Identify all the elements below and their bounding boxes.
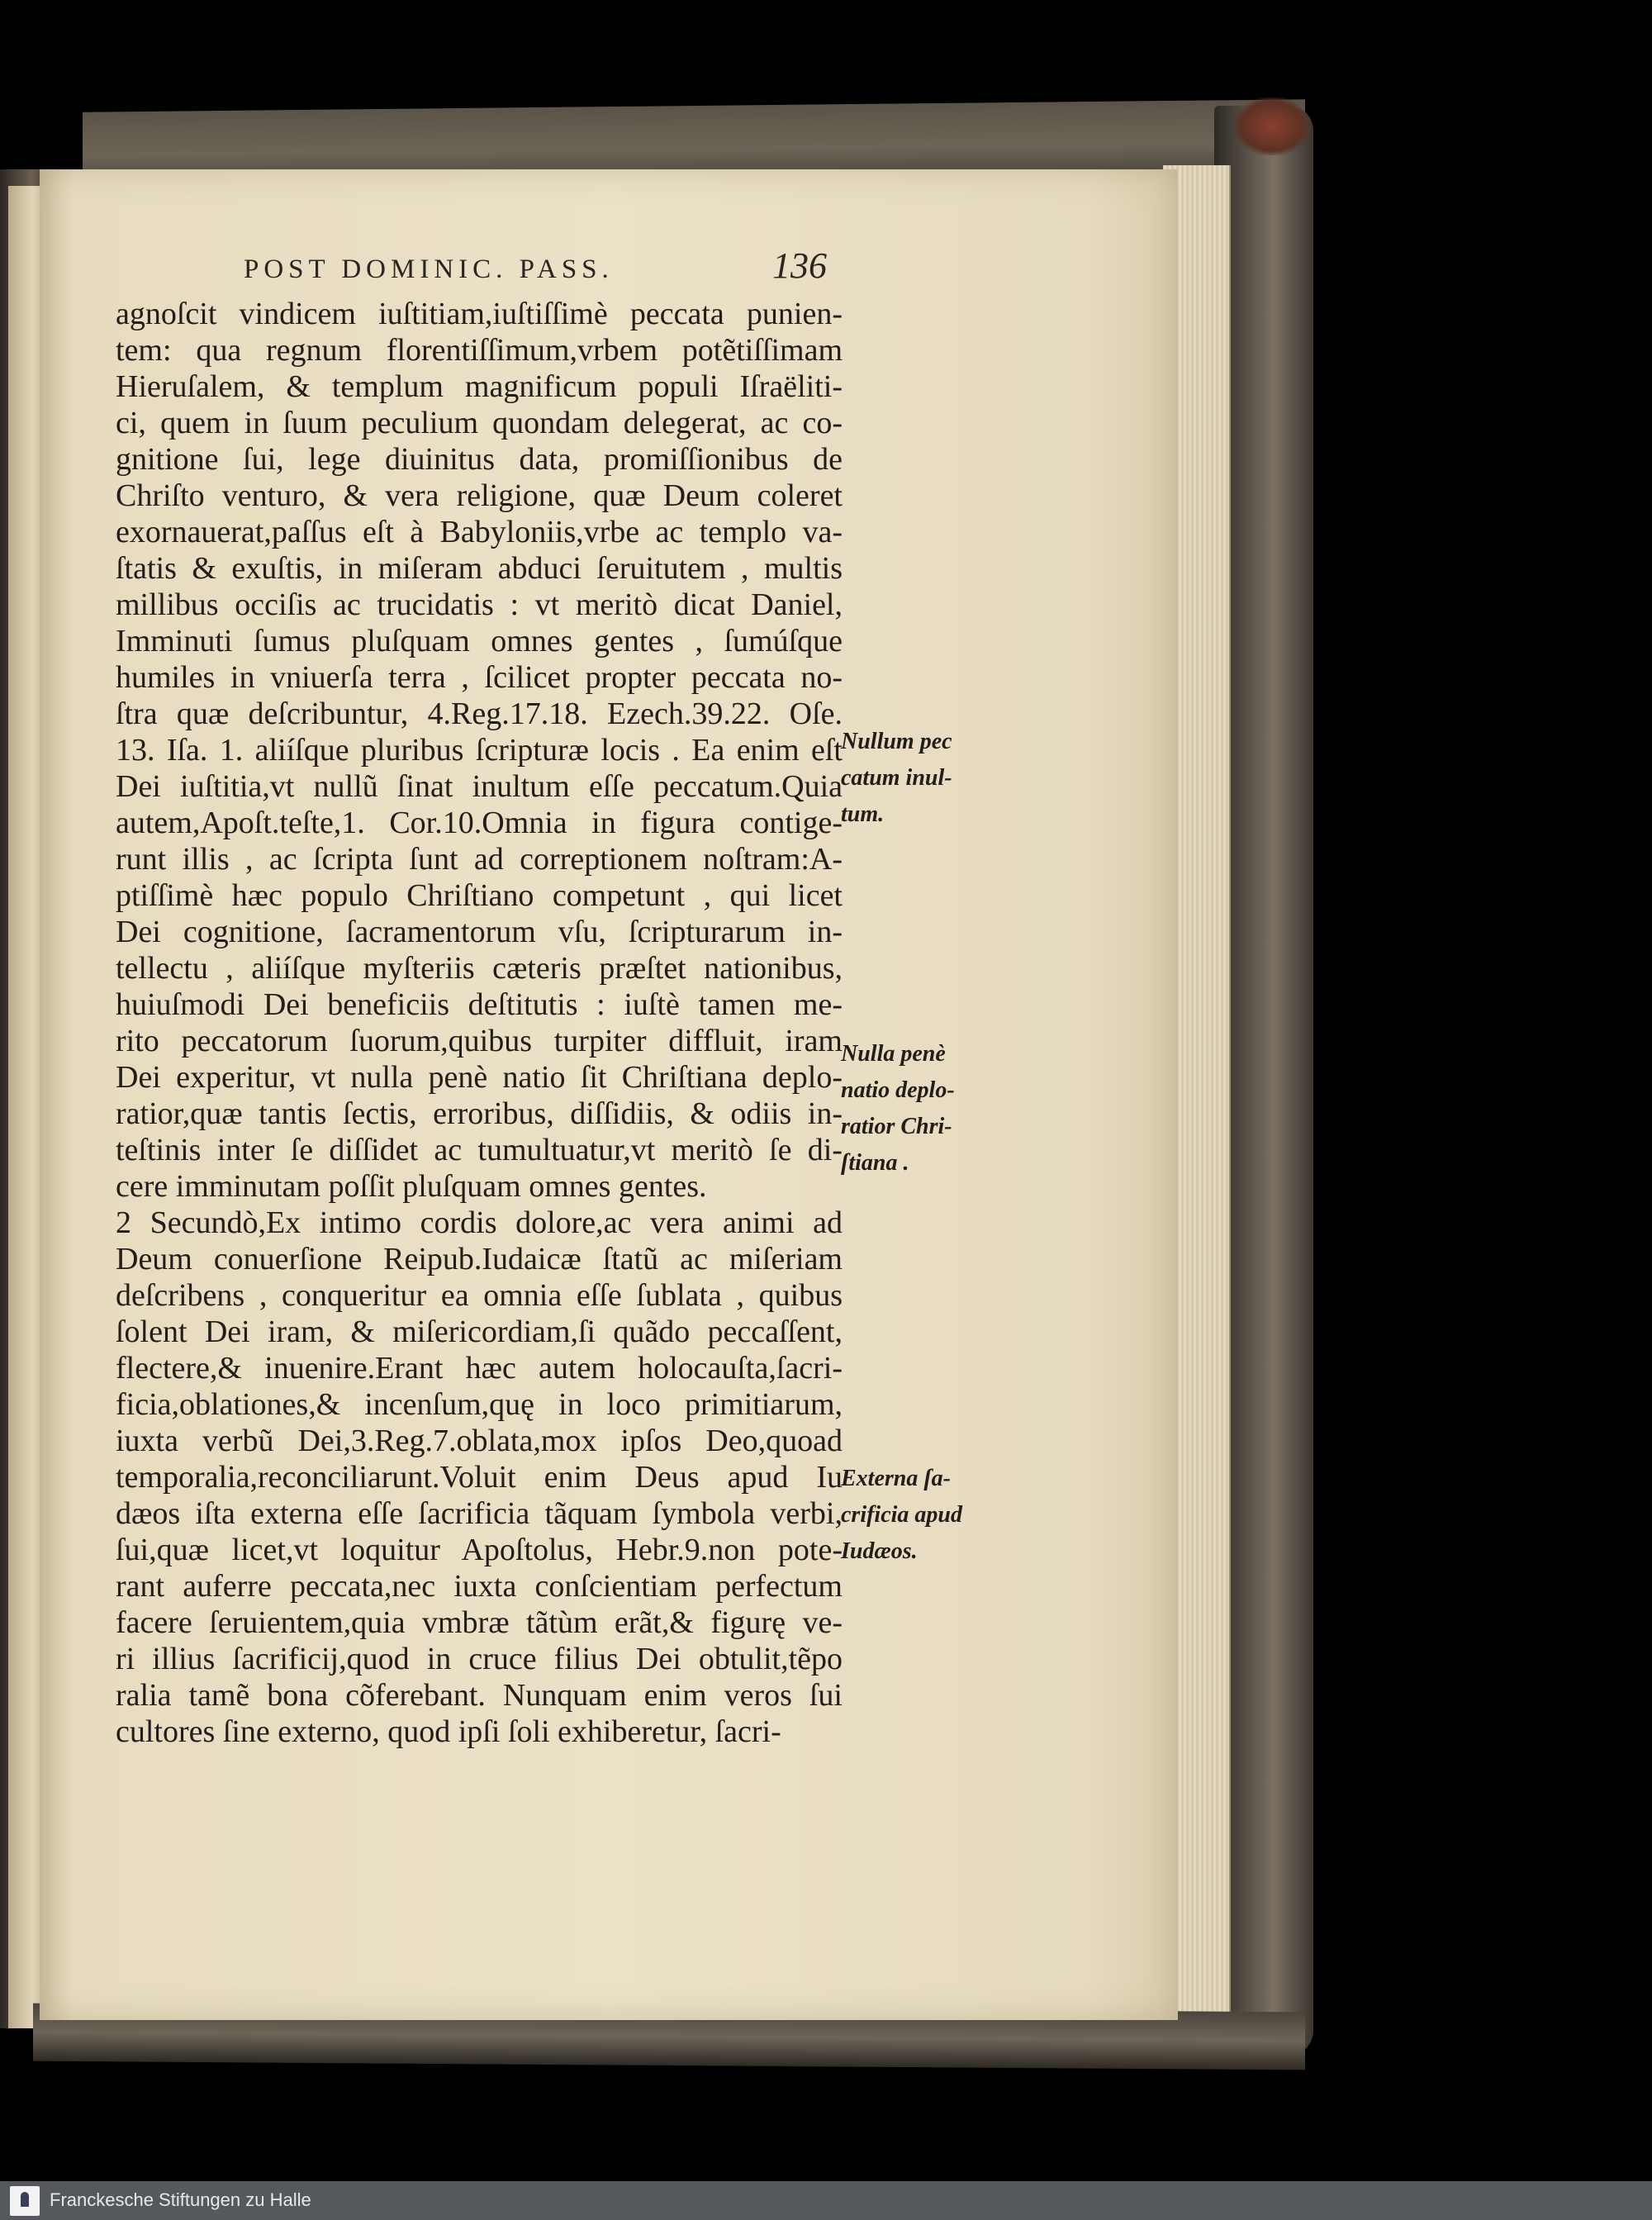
- text-line: gnitione ſui, lege diuinitus data, promiſſionibus de: [116, 442, 843, 477]
- text-line: Chriſto venturo, & vera religione, quæ Deum coleret: [116, 478, 843, 513]
- margin-note-2: Nulla penè natio deplo- ratior Chri- ſtiana .: [841, 1041, 955, 1176]
- text-line: ſtra quæ deſcribuntur, 4.Reg.17.18. Ezech.39.22. Oſe.: [116, 696, 843, 731]
- worn-board-corner: [1235, 97, 1309, 155]
- text-line: Dei experitur, vt nulla penè natio ſit Chriſtiana deplo-: [116, 1060, 843, 1095]
- text-line: humiles in vniuerſa terra , ſcilicet propter peccata no-: [116, 660, 843, 695]
- text-line: runt illis , ac ſcripta ſunt ad correptionem noſtram:A-: [116, 842, 843, 877]
- text-line: deſcribens , conqueritur ea omnia eſſe ſublata , quibus: [116, 1278, 843, 1313]
- text-line: facere ſeruientem,quia vmbræ tãtùm erãt,& figurę ve-: [116, 1605, 843, 1640]
- text-line: tem: qua regnum florentiſſimum,vrbem potẽtiſſimam: [116, 333, 843, 368]
- text-line: rito peccatorum ſuorum,quibus turpiter diffluit, iram: [116, 1024, 843, 1058]
- text-line: cultores ſine externo, quod ipſi ſoli exhiberetur, ſacri-: [116, 1714, 781, 1749]
- text-line: ri illius ſacrificij,quod in cruce filius Dei obtulit,tẽpo: [116, 1642, 843, 1676]
- footer-bar: [0, 2181, 1652, 2220]
- text-line: teſtinis inter ſe diſſidet ac tumultuatur,vt meritò ſe di-: [116, 1133, 843, 1167]
- text-line: Deum conuerſione Reipub.Iudaicæ ſtatũ ac miſeriam: [116, 1242, 843, 1276]
- margin-note-3: Externa ſa- crificia apud Iudæos.: [841, 1466, 962, 1564]
- text-line: Imminuti ſumus pluſquam omnes gentes , ſumúſque: [116, 624, 843, 658]
- text-line: ſolent Dei iram, & miſericordiam,ſi quãdo peccaſſent,: [116, 1314, 843, 1349]
- text-line: iuxta verbũ Dei,3.Reg.7.oblata,mox ipſos Deo,quoad: [116, 1424, 843, 1458]
- text-line: temporalia,reconciliarunt.Voluit enim Deus apud Iu: [116, 1460, 843, 1495]
- footer-credit: Franckesche Stiftungen zu Halle: [50, 2189, 311, 2210]
- text-line: Hieruſalem, & templum magnificum populi Iſraëliti-: [116, 369, 843, 404]
- text-line: tellectu , aliíſque myſteriis cæteris præſtet nationibus,: [116, 951, 843, 986]
- text-line: ptiſſimè hæc populo Chriſtiano competunt , qui licet: [116, 878, 843, 913]
- text-line: ratior,quæ tantis ſectis, erroribus, diſſidiis, & odiis in-: [116, 1096, 843, 1131]
- text-line: huiuſmodi Dei beneficiis deſtitutis : iuſtè tamen me-: [116, 987, 843, 1022]
- text-line: ralia tamẽ bona cõferebant. Nunquam enim veros ſui: [116, 1678, 843, 1713]
- text-line: millibus occiſis ac trucidatis : vt meritò dicat Daniel,: [116, 587, 843, 622]
- text-line: ci, quem in ſuum peculium quondam delegerat, ac co-: [116, 406, 843, 440]
- franckesche-stiftungen-logo-icon: [10, 2186, 40, 2216]
- text-line: flectere,& inuenire.Erant hæc autem holocauſta,ſacri-: [116, 1351, 843, 1386]
- running-head: POST DOMINIC. PASS.: [244, 254, 614, 284]
- text-line: rant auferre peccata,nec iuxta conſcientiam perfectum: [116, 1569, 843, 1604]
- text-line: autem,Apoſt.teſte,1. Cor.10.Omnia in figura contige-: [116, 806, 843, 840]
- page-number: 136: [772, 245, 827, 286]
- text-line: Dei cognitione, ſacramentorum vſu, ſcripturarum in-: [116, 915, 843, 949]
- text-line: ſtatis & exuſtis, in miſeram abduci ſeruitutem , multis: [116, 551, 843, 586]
- text-line: 13. Iſa. 1. aliíſque pluribus ſcripturæ locis . Ea enim eſt: [116, 733, 843, 768]
- text-line: agnoſcit vindicem iuſtitiam,iuſtiſſimè peccata punien-: [116, 297, 843, 331]
- left-page-edge: [8, 186, 43, 2028]
- text-line: ficia,oblationes,& incenſum,quę in loco primitiarum,: [116, 1387, 843, 1422]
- text-line: cere imminutam poſſit pluſquam omnes gentes.: [116, 1169, 707, 1204]
- text-line: Dei iuſtitia,vt nullũ ſinat inultum eſſe peccatum.Quia: [116, 769, 843, 804]
- text-line: ſui,quæ licet,vt loquitur Apoſtolus, Hebr.9.non pote-: [116, 1533, 843, 1567]
- text-line: 2 Secundò,Ex intimo cordis dolore,ac vera animi ad: [116, 1205, 843, 1240]
- text-line: exornauerat,paſſus eſt à Babyloniis,vrbe ac templo va-: [116, 515, 843, 549]
- body-text: [116, 296, 843, 1750]
- text-line: dæos iſta externa eſſe ſacrificia tãquam ſymbola verbi,: [116, 1496, 843, 1531]
- margin-note-1: Nullum pec catum inul- tum.: [841, 729, 952, 827]
